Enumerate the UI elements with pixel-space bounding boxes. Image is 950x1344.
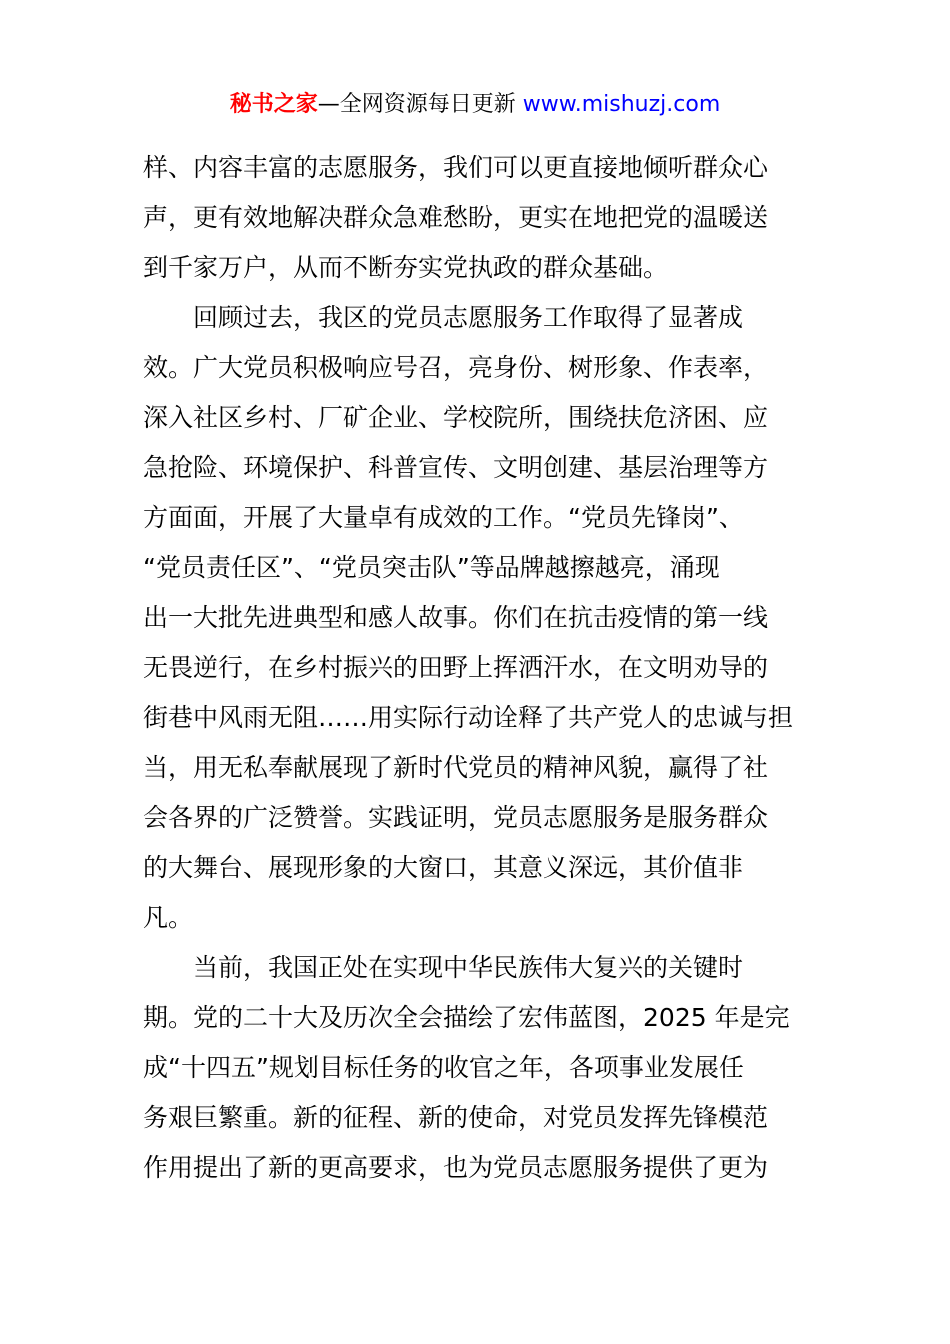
- text-line: 出一大批先进典型和感人故事。你们在抗击疫情的第一线: [143, 603, 769, 632]
- text-line: 当，用无私奉献展现了新时代党员的精神风貌，赢得了社: [143, 753, 769, 782]
- paragraph: [143, 293, 809, 943]
- text-line: 样、内容丰富的志愿服务，我们可以更直接地倾听群众心: [143, 153, 769, 182]
- paragraph: [143, 143, 809, 293]
- text-line: “党员责任区”、“党员突击队”等品牌越擦越亮，涌现: [143, 553, 720, 582]
- text-line: 急抢险、环境保护、科普宣传、文明创建、基层治理等方: [143, 453, 769, 482]
- site-url-link[interactable]: www.mishuzj.com: [522, 92, 721, 117]
- document-body: [143, 143, 809, 1193]
- text-line: 成“十四五”规划目标任务的收官之年，各项事业发展任: [143, 1053, 744, 1082]
- text-line: 凡。: [143, 903, 194, 932]
- text-line: 声，更有效地解决群众急难愁盼，更实在地把党的温暖送: [143, 203, 769, 232]
- text-line: 到千家万户，从而不断夯实党执政的群众基础。: [143, 253, 669, 282]
- brand-name: 秘书之家: [229, 92, 318, 117]
- page-header: [0, 88, 950, 122]
- text-line: 作用提出了新的更高要求，也为党员志愿服务提供了更为: [143, 1153, 769, 1182]
- text-line: 无畏逆行，在乡村振兴的田野上挥洒汗水，在文明劝导的: [143, 653, 769, 682]
- text-line: 会各界的广泛赞誉。实践证明，党员志愿服务是服务群众: [143, 803, 769, 832]
- text-line: 回顾过去，我区的党员志愿服务工作取得了显著成: [193, 303, 744, 332]
- text-line: 当前，我国正处在实现中华民族伟大复兴的关键时: [193, 953, 744, 982]
- text-line: 务艰巨繁重。新的征程、新的使命，对党员发挥先锋模范: [143, 1103, 769, 1132]
- text-line: 街巷中风雨无阻……用实际行动诠释了共产党人的忠诚与担: [143, 703, 794, 732]
- text-line: 的大舞台、展现形象的大窗口，其意义深远，其价值非: [143, 853, 744, 882]
- text-line: 深入社区乡村、厂矿企业、学校院所，围绕扶危济困、应: [143, 403, 769, 432]
- text-line: 期。党的二十大及历次全会描绘了宏伟蓝图，2025 年是完: [143, 1003, 790, 1032]
- text-line: 效。广大党员积极响应号召，亮身份、树形象、作表率，: [143, 353, 769, 382]
- header-tagline: —全网资源每日更新: [317, 92, 523, 117]
- text-line: 方面面，开展了大量卓有成效的工作。“党员先锋岗”、: [143, 503, 744, 532]
- paragraph: [143, 943, 809, 1193]
